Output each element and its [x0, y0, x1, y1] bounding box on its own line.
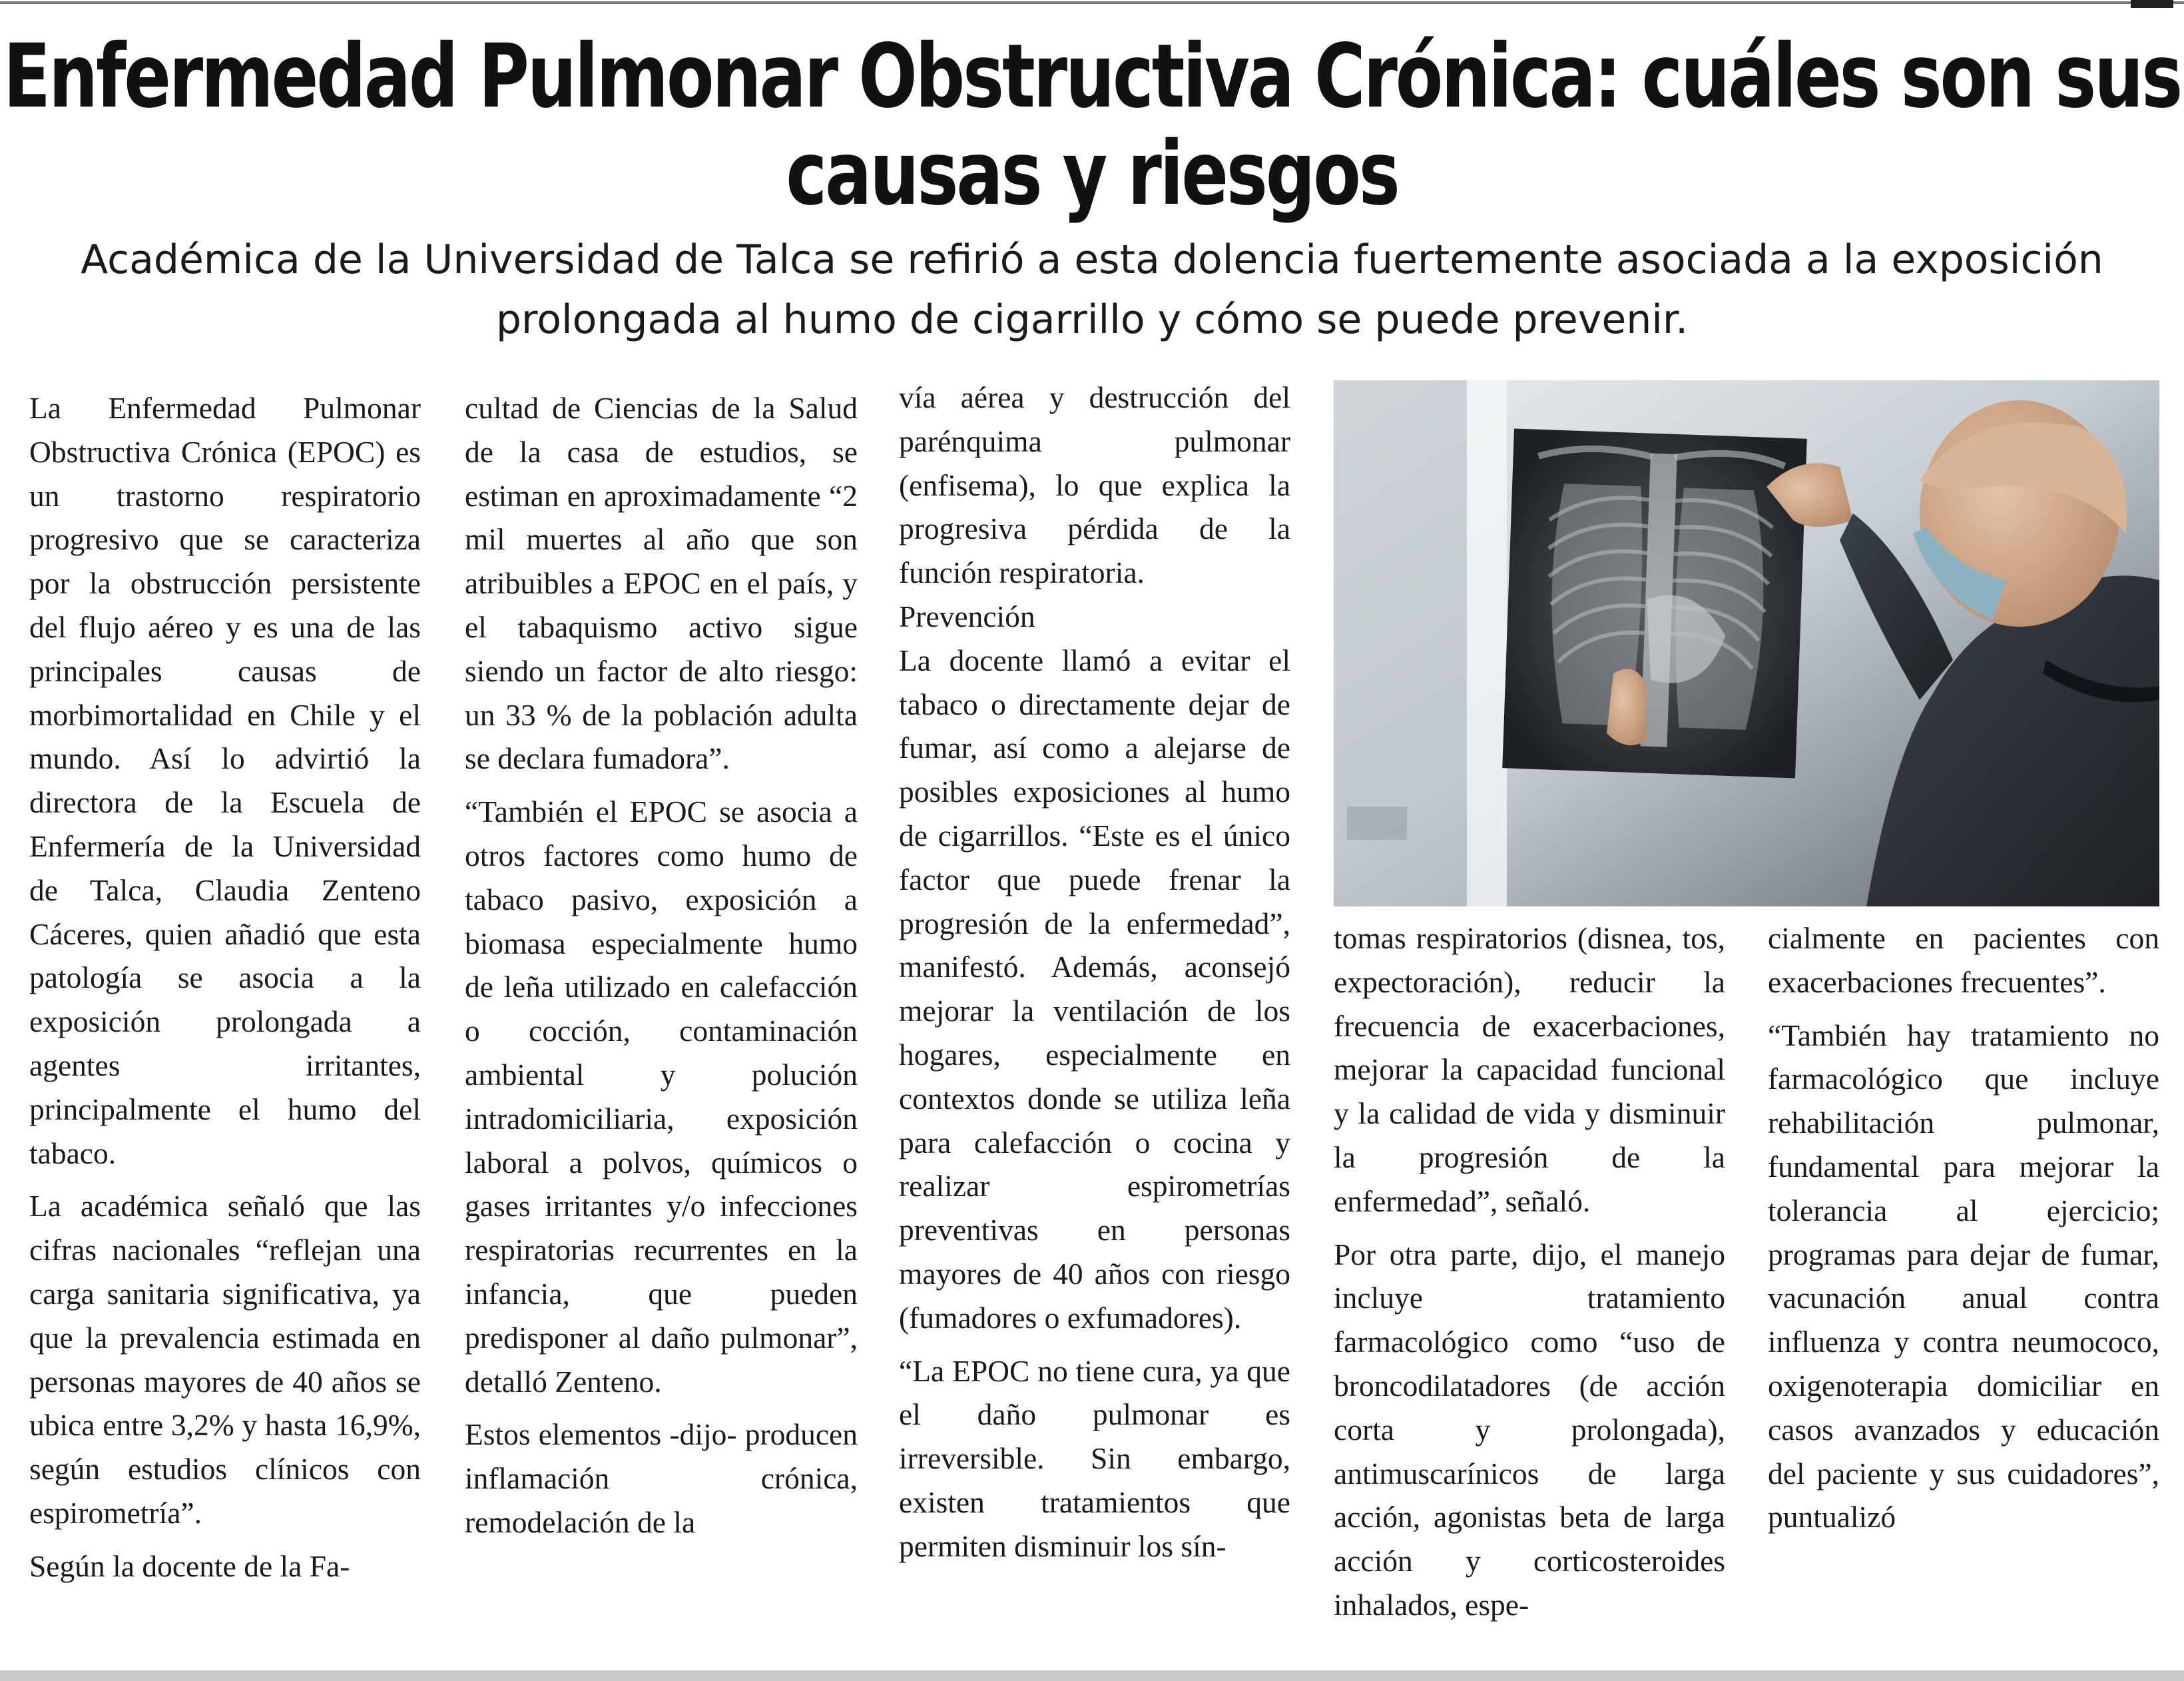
paragraph: “También hay tratamiento no farmacológico que incluye rehabilitación pulmonar, fundamental para mejorar la tolerancia al ejercicio; programas para dejar de fumar, vacunación anual contra influenza y contra neumococo, oxigenoterapia domiciliar en casos avanzados y educación del paciente y sus cuidadores”, puntualizó [1768, 1018, 2159, 1534]
paragraph: Según la docente de la Fa- [29, 1548, 350, 1583]
article-column-4 [1334, 916, 1725, 1627]
subheadline-line-2: prolongada al humo de cigarrillo y cómo se puede prevenir. [495, 296, 1689, 343]
paragraph: Por otra parte, dijo, el manejo incluye tratamiento farmacológico como “uso de broncodilatadores (de acción corta y prolongada), antimuscarínicos de larga acción, agonistas beta de larga acción y corticosteroides inhalados, espe- [1334, 1237, 1725, 1622]
paragraph: Estos elementos -dijo- producen inflamación crónica, remodelación de la [465, 1417, 858, 1539]
article-column-3 [899, 376, 1290, 1568]
paragraph: La docente llamó a evitar el tabaco o directamente dejar de fumar, así como a alejarse de posibles exposiciones al humo de cigarrillos. “Este es el único factor que puede frenar la progresión de la enfermedad”, manifestó. Además, aconsejó mejorar la ventilación de los hogares, especialmente en contextos donde se utiliza leña para calefacción o cocina y realizar espirometrías preventivas en personas mayores de 40 años con riesgo (fumadores o exfumadores). [899, 643, 1290, 1335]
paragraph: cultad de Ciencias de la Salud de la casa de estudios, se estiman en aproximadamente “2 mil muertes al año que son atribuibles a EPOC en el país, y el tabaquismo activo sigue siendo un factor de alto riesgo: un 33 % de la población adulta se declara fumadora”. [465, 391, 858, 776]
top-rule-accent [2131, 0, 2173, 8]
paragraph: vía aérea y destrucción del parénquima pulmonar (enfisema), lo que explica la progresiva pérdida de la función respiratoria. [899, 380, 1290, 590]
paragraph: cialmente en pacientes con exacerbaciones frecuentes”. [1768, 921, 2159, 999]
headline-line-1: Enfermedad Pulmonar Obstructiva Crónica: cuáles son sus [3, 28, 2181, 128]
article-column-5 [1768, 916, 2159, 1539]
section-heading-prevencion: Prevención [899, 599, 1035, 633]
paragraph: “También el EPOC se asocia a otros factores como humo de tabaco pasivo, exposición a biomasa especialmente humo de leña utilizado en calefacción o cocción, contaminación ambiental y polución intradomiciliaria, exposición laboral a polvos, químicos o gases irritantes y/o infecciones respiratorias recurrentes en la infancia, que pueden predisponer al daño pulmonar”, detalló Zenteno. [465, 795, 858, 1399]
paragraph: tomas respiratorios (disnea, tos, expectoración), reducir la frecuencia de exacerbaciones, mejorar la capacidad funcional y la calidad de vida y disminuir la progresión de la enfermedad”, señaló. [1334, 921, 1725, 1218]
headline-line-2: causas y riesgos [786, 123, 1398, 225]
paragraph: “La EPOC no tiene cura, ya que el daño pulmonar es irreversible. Sin embargo, existen tratamientos que permiten disminuir los sín- [899, 1353, 1290, 1563]
bottom-rule [0, 1670, 2184, 1681]
subheadline-line-1: Académica de la Universidad de Talca se refirió a esta dolencia fuertemente asociada a la exposición [81, 236, 2103, 283]
xray-photo-icon [1334, 380, 2159, 906]
headline [0, 28, 2184, 228]
paragraph: La académica señaló que las cifras nacionales “reflejan una carga sanitaria significativa, ya que la prevalencia estimada en personas mayores de 40 años se ubica entre 3,2% y hasta 16,9%, según estudios clínicos con espirometría”. [29, 1189, 421, 1530]
article-column-1 [29, 386, 421, 1588]
article-column-2 [465, 386, 858, 1544]
paragraph: La Enfermedad Pulmonar Obstructiva Crónica (EPOC) es un trastorno respiratorio progresivo que se caracteriza por la obstrucción persistente del flujo aéreo y es una de las principales causas de morbimortalidad en Chile y el mundo. Así lo advirtió la directora de la Escuela de Enfermería de la Universidad de Talca, Claudia Zenteno Cáceres, quien añadió que esta patología se asocia a la exposición prolongada a agentes irritantes, principalmente el humo del tabaco. [29, 391, 421, 1170]
subheadline [53, 230, 2131, 350]
top-rule [0, 0, 2184, 7]
